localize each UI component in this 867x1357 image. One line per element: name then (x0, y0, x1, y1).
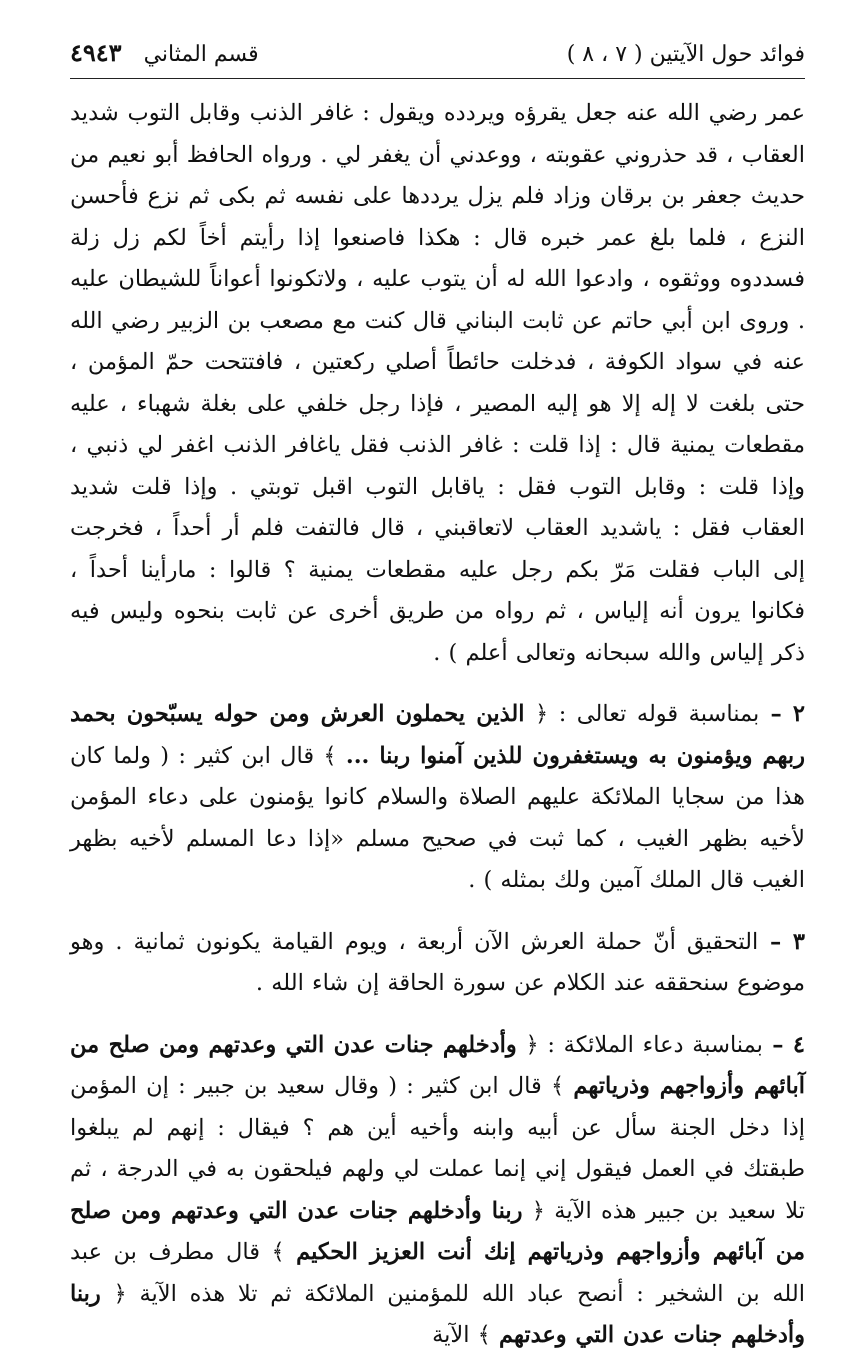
quran-verse-text: الذين يحملون العرش ومن حوله يسبّحون بحمد ربهم ويؤمنون به ويستغفرون للذين آمنوا ربنا ... (70, 701, 805, 769)
paragraph-text: عمر رضي الله عنه جعل يقرؤه ويردده ويقول : غافر الذنب وقابل التوب شديد العقاب ، قد حذروني عقوبته ، ووعدني أن يغفر لي . ورواه الحافظ أبو نعيم من حديث جعفر بن برقان وزاد فلم يزل يرددها على نفسه ثم بكى ثم نزع فأحسن النزع ، فلما بلغ عمر خبره قال : هكذا فاصنعوا إذا رأيتم أخاً لكم زل زلة فسددوه ووثقوه ، وادعوا الله له أن يتوب عليه ، ولاتكونوا أعواناً للشيطان عليه . وروى ابن أبي حاتم عن ثابت البناني قال كنت مع مصعب بن الزبير رضي الله عنه في سواد الكوفة ، فدخلت حائطاً أصلي ركعتين ، فافتتحت حمّ المؤمن ، حتى بلغت لا إله إلا هو إليه المصير ، فإذا رجل خلفي على بغلة شهباء ، عليه مقطعات يمنية قال : إذا قلت : غافر الذنب فقل ياغافر الذنب اغفر لي ذنبي ، وإذا قلت : وقابل التوب فقل : ياقابل التوب اقبل توبتي . وإذا قلت شديد العقاب فقل : ياشديد العقاب لاتعاقبني ، قال فالتفت فلم أر أحداً ، فخرجت إلى الباب فقلت مَرّ بكم رجل عليه مقطعات يمنية ؟ قالوا : مارأينا أحداً ، فكانوا يرون أنه إلياس ، ثم رواه من طريق أخرى عن ثابت بنحوه وليس فيه ذكر إلياس والله سبحانه وتعالى أعلم ) . (70, 100, 805, 666)
header-left-group (70, 38, 259, 70)
paragraph-text: التحقيق أنّ حملة العرش الآن أربعة ، ويوم القيامة يكونون ثمانية . وهو موضوع سنحققه عند الكلام عن سورة الحاقة إن شاء الله . (70, 928, 805, 996)
paragraph (70, 922, 805, 1005)
body-text (70, 93, 805, 1357)
section-title: قسم المثاني (143, 42, 259, 67)
chapter-title: فوائد حول الآيتين ( ٧ ، ٨ ) (566, 42, 805, 67)
quran-verse-text: ٣ – (758, 928, 806, 955)
quran-verse-text: ربنا وأدخلهم جنات عدن التي وعدتهم ومن صلح من آبائهم وأزواجهم وذرياتهم إنك أنت العزيز الحكيم (70, 1197, 805, 1265)
paragraph-text: بمناسبة قوله تعالى : ﴿ (524, 701, 760, 727)
paragraph-text: ﴾ قال ابن كثير : ( ولما كان هذا من سجايا الملائكة عليهم الصلاة والسلام كانوا يؤمنون على دعاء المؤمن لأخيه بظهر الغيب ، كما ثبت في صحيح مسلم «إذا دعا المسلم لأخيه بظهر الغيب قال الملك آمين ولك بمثله ) . (70, 742, 805, 893)
quran-verse-text: ٤ – (762, 1031, 806, 1058)
paragraph-text: ﴾ قال ابن كثير : ( وقال سعيد بن جبير : إن المؤمن إذا دخل الجنة سأل عن أبيه وابنه وأخيه أين هم ؟ فيقال : إنهم لم يبلغوا طبقتك في العمل فيقول إني إنما عملت لي ولهم فيلحقون به في الدرجة ، ثم تلا سعيد بن جبير هذه الآية ﴿ (70, 1073, 805, 1224)
quran-verse-text: وأدخلهم جنات عدن التي وعدتهم ومن صلح من آبائهم وأزواجهم وذرياتهم (70, 1031, 805, 1099)
page-number: ٤٩٤٣ (70, 38, 122, 67)
paragraph-text: ﴾ الآية (432, 1322, 499, 1348)
paragraph-text: ﴾ قال مطرف بن عبد الله بن الشخير : أنصح عباد الله للمؤمنين الملائكة ثم تلا هذه الآية ﴿ (70, 1239, 805, 1307)
paragraph (70, 1025, 805, 1357)
quran-verse-text: ٢ – (759, 701, 806, 727)
paragraph (70, 93, 805, 674)
paragraph (70, 694, 805, 902)
paragraph-text: بمناسبة دعاء الملائكة : ﴿ (516, 1031, 763, 1058)
running-header (70, 38, 805, 79)
quran-verse-text: ربنا وأدخلهم جنات عدن التي وعدتهم (70, 1280, 805, 1348)
